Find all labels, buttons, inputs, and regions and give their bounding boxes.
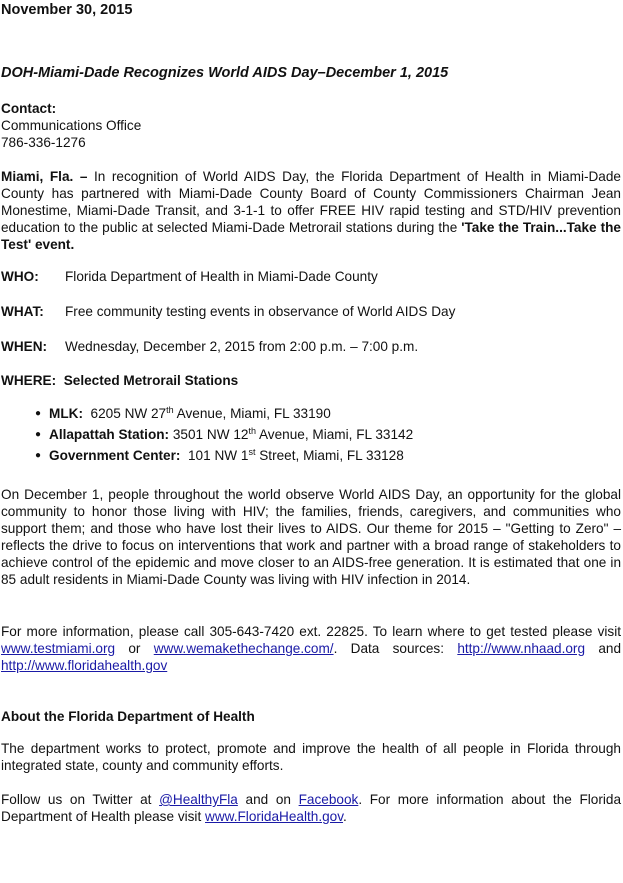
station-name: Allapattah Station: — [49, 427, 170, 442]
where-value: Selected Metrorail Stations — [63, 373, 239, 388]
station-name: Government Center: — [49, 448, 181, 463]
intro-body: In recognition of World AIDS Day, the Florida Department of Health in Miami-Dade County has partnered with Miami-Dade County Board of County Commissioners Chairman Jean Monestime, Miami-Dade Transit, and 3-1-1 to offer FREE HIV rapid testing and STD/HIV prevention education to the public at selected Miami-Dade Metrorail stations during the — [1, 169, 621, 235]
facebook-link[interactable]: Facebook — [298, 792, 359, 807]
who-row — [1, 268, 621, 285]
about-title: About the Florida Department of Health — [1, 709, 255, 724]
station-item — [0, 426, 620, 447]
nhaad-link[interactable]: http://www.nhaad.org — [457, 641, 586, 656]
station-item — [0, 405, 620, 426]
ordinal-suffix: th — [166, 405, 174, 415]
contact-block — [1, 100, 141, 151]
about-paragraph: The department works to protect, promote and improve the health of all people in Florida through integrated state, county and community efforts. — [1, 741, 621, 773]
station-address-rest: Avenue, Miami, FL 33190 — [173, 406, 331, 421]
when-label: WHEN: — [1, 339, 48, 354]
follow-end: . — [343, 809, 347, 824]
what-value: Free community testing events in observance of World AIDS Day — [65, 304, 456, 319]
event-name: 'Take the Train...Take the Test' event. — [1, 220, 621, 252]
bullet-icon: ● — [35, 429, 42, 440]
floridahealth-site-link[interactable]: www.FloridaHealth.gov — [205, 809, 344, 824]
more-info-text: For more information, please call 305-643-7420 ext. 22825. To learn where to get tested please visit — [1, 624, 621, 639]
data-sources-label: . Data sources: — [333, 641, 458, 656]
who-label: WHO: — [1, 269, 39, 284]
what-row — [1, 303, 621, 320]
wemakethechange-link[interactable]: www.wemakethechange.com/ — [153, 641, 334, 656]
twitter-link[interactable]: @HealthyFla — [159, 792, 238, 807]
headline: DOH-Miami-Dade Recognizes World AIDS Day–December 1, 2015 — [1, 65, 449, 81]
station-address-rest: Avenue, Miami, FL 33142 — [255, 427, 414, 442]
station-address-rest: Street, Miami, FL 33128 — [255, 448, 404, 463]
testmiami-link[interactable]: www.testmiami.org — [1, 641, 116, 656]
station-item — [0, 447, 620, 468]
when-row — [1, 338, 621, 355]
where-row — [1, 372, 621, 389]
bullet-icon: ● — [35, 408, 42, 419]
contact-label: Contact: — [1, 101, 57, 116]
follow-paragraph — [1, 791, 621, 825]
station-list — [0, 405, 620, 468]
station-address: 3501 NW 12 — [172, 427, 249, 442]
contact-phone: 786-336-1276 — [1, 135, 86, 150]
what-label: WHAT: — [1, 304, 44, 319]
who-value: Florida Department of Health in Miami-Dade County — [65, 269, 378, 284]
follow-and: and on — [237, 792, 299, 807]
release-date: November 30, 2015 — [1, 2, 133, 18]
station-address: 101 NW 1 — [188, 448, 249, 463]
world-aids-day-paragraph: On December 1, people throughout the world observe World AIDS Day, an opportunity for the global community to honor those living with HIV; the families, friends, caregivers, and communities who support them; and those who have lost their lives to AIDS. Our theme for 2015 – "Getting to Zero" – reflects the drive to focus on interventions that work and partner with a broad range of stakeholders to achieve control of the epidemic and move closer to an AIDS-free generation. It is estimated that one in 85 adult residents in Miami-Dade County was living with HIV infection in 2014. — [1, 487, 621, 587]
contact-office: Communications Office — [1, 118, 142, 133]
station-address: 6205 NW 27 — [90, 406, 167, 421]
follow-text: Follow us on Twitter at — [1, 792, 160, 807]
dateline: Miami, Fla. – — [1, 169, 88, 184]
more-info-paragraph — [1, 623, 621, 674]
follow-more-info: . For more information about the Florida Department of Health please visit — [1, 792, 622, 824]
more-info-or: or — [115, 641, 154, 656]
more-info-and: and — [585, 641, 622, 656]
bullet-icon: ● — [35, 450, 42, 461]
ordinal-suffix: st — [248, 447, 256, 457]
intro-paragraph — [1, 168, 621, 253]
when-value: Wednesday, December 2, 2015 from 2:00 p.m. – 7:00 p.m. — [65, 339, 419, 354]
where-label: WHERE: — [1, 373, 57, 388]
floridahealth-link[interactable]: http://www.floridahealth.gov — [1, 658, 168, 673]
ordinal-suffix: th — [248, 426, 256, 436]
station-name: MLK: — [49, 406, 83, 421]
